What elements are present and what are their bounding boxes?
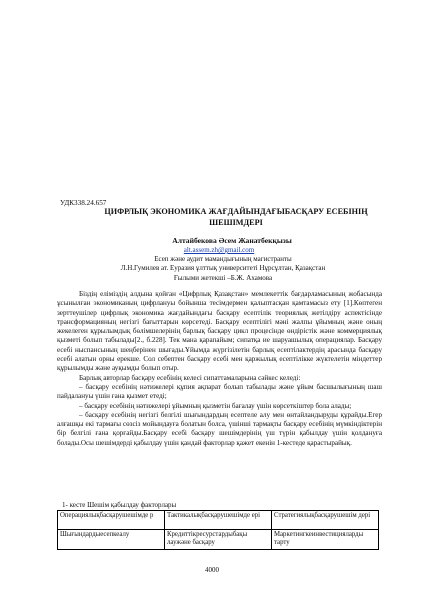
affiliation-university: Л.Н.Гумилев ат. Еуразия ұлттық университеті Нұрсұлтан, Қазақстан [120, 264, 326, 272]
body-paragraph: Біздің еліміздің алдына қойған «Цифрлық Қазақстан» мемлекеттік бағдарламасының жобасында ұсынылған экономиканың цифрлануы бойынша тесімдермен қалыптасқан қамтамасыз ету [1].Көптеген зерттеушілер цифрлық экономика жағдайындағы басқару есептілік теориялық жетілдіру аспектісінде трансформацияның негізгі бағыттарын көрсетеді. Басқару есептілігі мәні жалпы ұйымның және оның жекелеген құрылымдық бөлімшелерінің барлық басқару цикл процесінде өндірістік және коммерциялық қызметі болып табылады[2., б.228]. Тек мана қарапайым; сипатқа ие шаруашылық операциялар. Басқару есебі ныспансының шеңберінен шығады.Ұйымда жүргізілетін барлық есептілактердің арасында басқару есебі алатын орны ерекше. Сол себептен басқару есебі мен қаржылық есептілікке жүктелетін міндеттер құрылымды және ауқымды болып отыр. [57, 290, 382, 373]
body-paragraph: – басқару есебінің негізгі белгілі шығындардың есептеле алу мен өнтайландыруды құрайды.Егер алғашқы екі тармағы сөзсіз мойындауға болатын болса, үшінші тармақты басқару есебінің мүмкіндіктерін бір белгілі ғана қорғайды.Басқару есебі басқару шешімдерінің үш түрін қабылдау үшін қолдануға болады.Осы шешімдерді қабылдау үшін қандай факторлар қажет екенін 1-кестеде қарастырайық. [57, 410, 382, 447]
author-name: Алтайбекова Әсем Жанатбекқызы [172, 236, 292, 245]
paper-body [57, 290, 382, 448]
table-row [58, 511, 379, 530]
title-line-2: ШЕШІМДЕРІ [209, 217, 263, 227]
page-number: 4000 [205, 566, 219, 574]
table-cell: Операциялықбасқарушешімде р [58, 511, 165, 530]
body-paragraph: – басқару есебінің нәтижелері ұйымның қызметін бағалау үшін көрсеткіштер бола алады; [79, 401, 352, 410]
body-paragraph: – басқару есебінің нәтижелері құпия ақпарат болып табылады және ұйым басшылығының шаш пайдалануы үшін ғана қызмет етеді; [57, 382, 382, 401]
table-caption: 1- кесте Шешім қабылдау факторлары [62, 501, 177, 509]
paper-title [86, 207, 386, 228]
affiliation-supervisor: Ғылыми жетекші –Б.Ж. Ахамова [173, 274, 273, 282]
body-paragraph: Барлық авторлар басқару есебінің келесі сипаттамаларына сәйкес келеді: [79, 373, 301, 382]
table-cell: Шығындардыесепкеалу [58, 530, 165, 550]
decision-factors-table [57, 510, 379, 550]
table-cell: Стратегиялықбасқарушешім дері [272, 511, 379, 530]
table-cell: Маркетингкеинвестицияларды тарту [272, 530, 379, 550]
table-cell: Тактикалықбасқарушешімде ері [165, 511, 272, 530]
title-line-1: ЦИФРЛЫҚ ЭКОНОМИКА ЖАҒДАЙЫНДАҒЫБАСҚАРУ ЕСЕБІНІҢ [104, 207, 368, 216]
table-cell: Кредиттікресурстардыбақы лаужәне басқару [165, 530, 272, 550]
table-row [58, 530, 379, 550]
affiliation-program: Есеп және аудит мамандығының магистранты [154, 255, 292, 263]
udk-code: УДК338.24.657 [60, 199, 107, 207]
author-email-link[interactable]: alt.assem.zh@gmail.com [183, 246, 255, 254]
